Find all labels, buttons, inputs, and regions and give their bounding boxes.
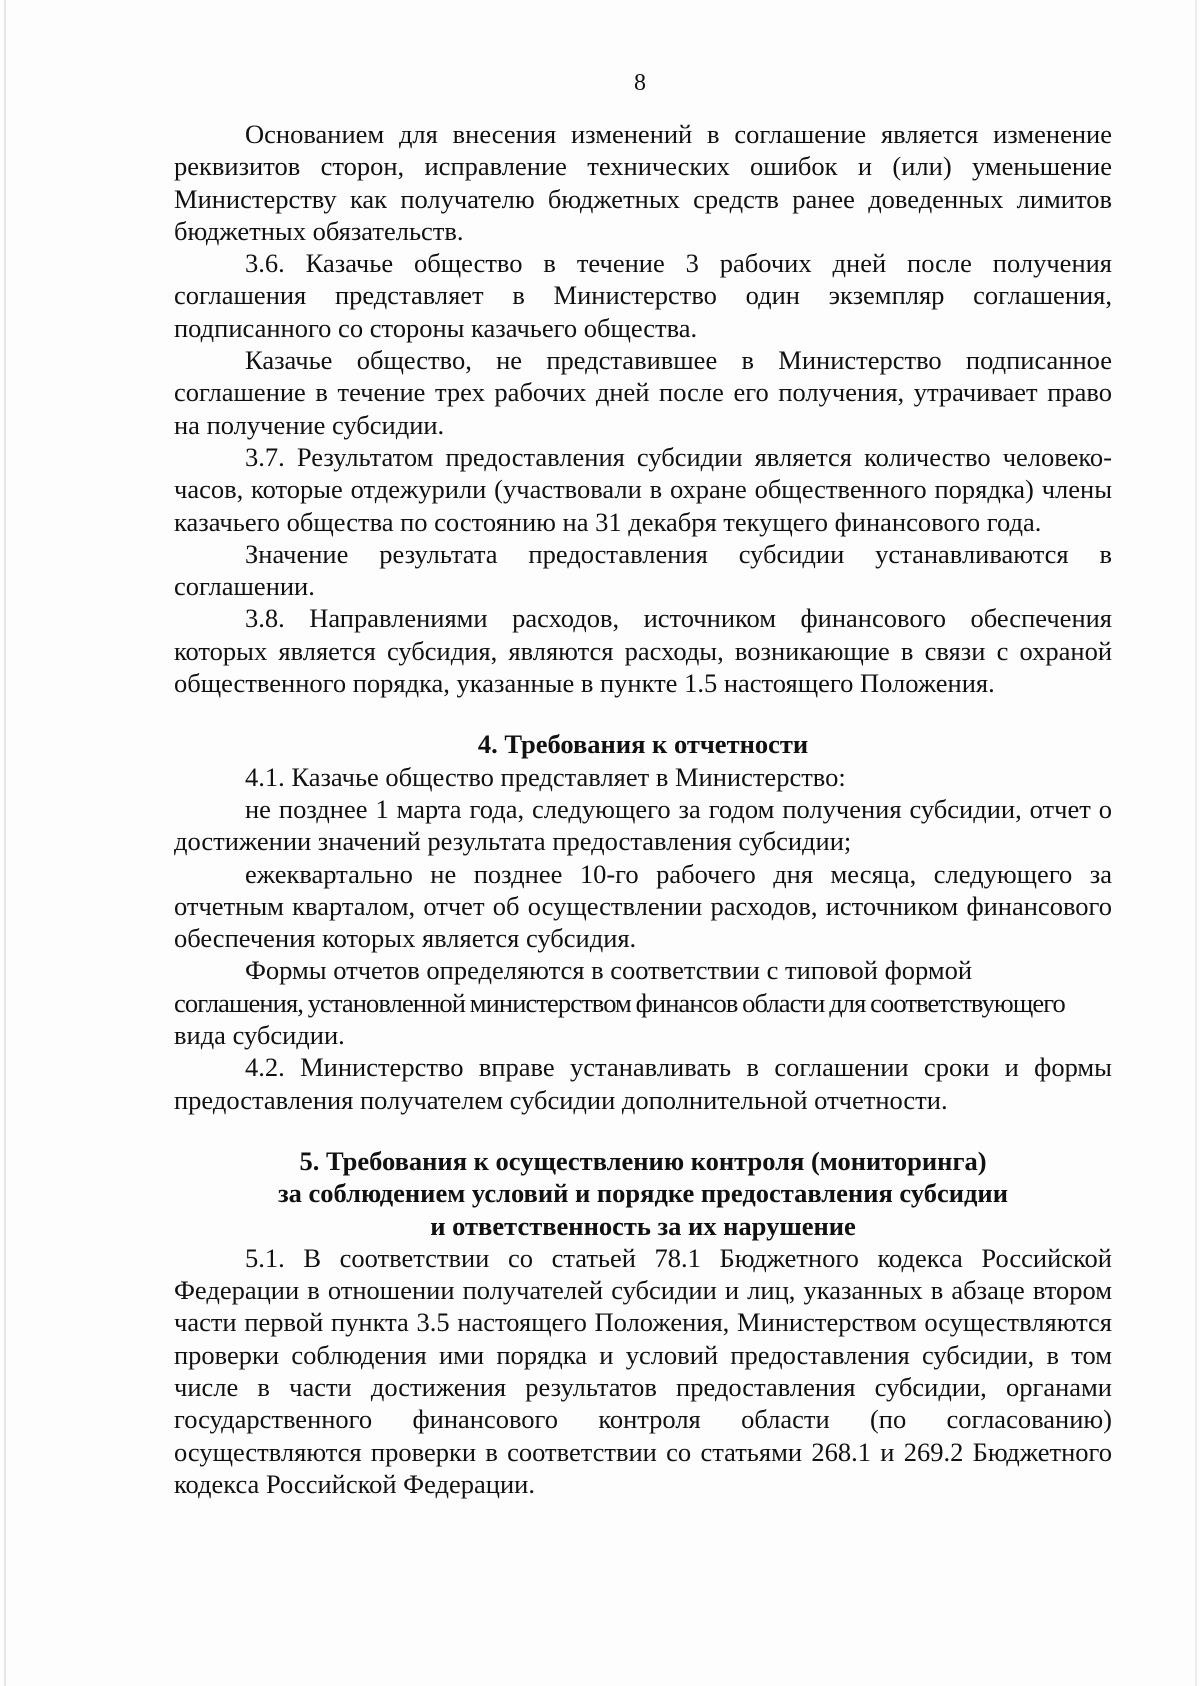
paragraph-4-1: 4.1. Казачье общество представляет в Министерство: [245, 761, 846, 792]
paragraph-3-7: 3.7. Результатом предоставления субсидии является количество человеко-часов, которые отдежурили (участвовали в охране общественного порядка) члены казачьего общества по состоянию на 31 декабря текущего финансового года. [174, 441, 1112, 537]
section-5-heading-line1: 5. Требования к осуществлению контроля (мониторинга) [299, 1145, 987, 1176]
paragraph-3-7-value: Значение результата предоставления субсидии устанавливаются в соглашении. [174, 538, 1112, 602]
paragraph-report-forms-line2: соглашения, установленной министерством финансов области для соответствующего [174, 987, 1065, 1018]
paragraph-report-forms-line1: Формы отчетов определяются в соответствии с типовой формой [245, 955, 973, 986]
section-gap [174, 699, 1112, 728]
scan-edge-left [4, 0, 6, 1686]
section-5-heading-line3: и ответственность за их нарушение [430, 1210, 856, 1241]
page-number: 8 [634, 70, 646, 96]
paragraph-amendment-basis: Основанием для внесения изменений в соглашение является изменение реквизитов сторон, исправление технических ошибок и (или) уменьшение Министерству как получателю бюджетных средств ранее доведенных лимитов бюджетных обязательств. [174, 119, 1112, 246]
paragraph-4-1-annual: не позднее 1 марта года, следующего за годом получения субсидии, отчет о достижении значений результата предоставления субсидии; [174, 793, 1112, 857]
section-5-heading-line2: за соблюдением условий и порядке предоставления субсидии [278, 1178, 1008, 1209]
paragraph-3-6: 3.6. Казачье общество в течение 3 рабочих дней после получения соглашения представляет в Министерство один экземпляр соглашения, подписанного со стороны казачьего общества. [174, 248, 1112, 343]
paragraph-5-1: 5.1. В соответствии со статьей 78.1 Бюджетного кодекса Российской Федерации в отношении получателей субсидии и лиц, указанных в абзаце втором части первой пункта 3.5 настоящего Положения, Министерством осуществляются проверки соблюдения ими порядка и условий предоставления субсидии, в том числе в части достижения результатов предоставления субсидии, органами государственного финансового контроля области (по согласованию) осуществляются проверки в соответствии со статьями 268.1 и 269.2 Бюджетного кодекса Российской Федерации. [174, 1242, 1112, 1499]
paragraph-3-8: 3.8. Направлениями расходов, источником финансового обеспечения которых является субсидия, являются расходы, возникающие в связи с охраной общественного порядка, указанные в пункте 1.5 настоящего Положения. [174, 603, 1112, 699]
paragraph-4-1-quarterly: ежеквартально не позднее 10-го рабочего дня месяца, следующего за отчетным кварталом, отчет об осуществлении расходов, источником финансового обеспечения которых является субсидия. [174, 858, 1112, 954]
paragraph-3-6-forfeit: Казачье общество, не представившее в Министерство подписанное соглашение в течение трех рабочих дней после его получения, утрачивает право на получение субсидии. [174, 345, 1112, 440]
section-4-heading: 4. Требования к отчетности [477, 729, 809, 760]
document-body [174, 118, 1112, 1500]
paragraph-4-2: 4.2. Министерство вправе устанавливать в соглашении сроки и формы предоставления получателем субсидии дополнительной отчетности. [174, 1052, 1112, 1115]
paragraph-report-forms-line3: вида субсидии. [174, 1020, 345, 1051]
section-gap [174, 1116, 1112, 1145]
scan-edge-right [1195, 0, 1197, 1686]
